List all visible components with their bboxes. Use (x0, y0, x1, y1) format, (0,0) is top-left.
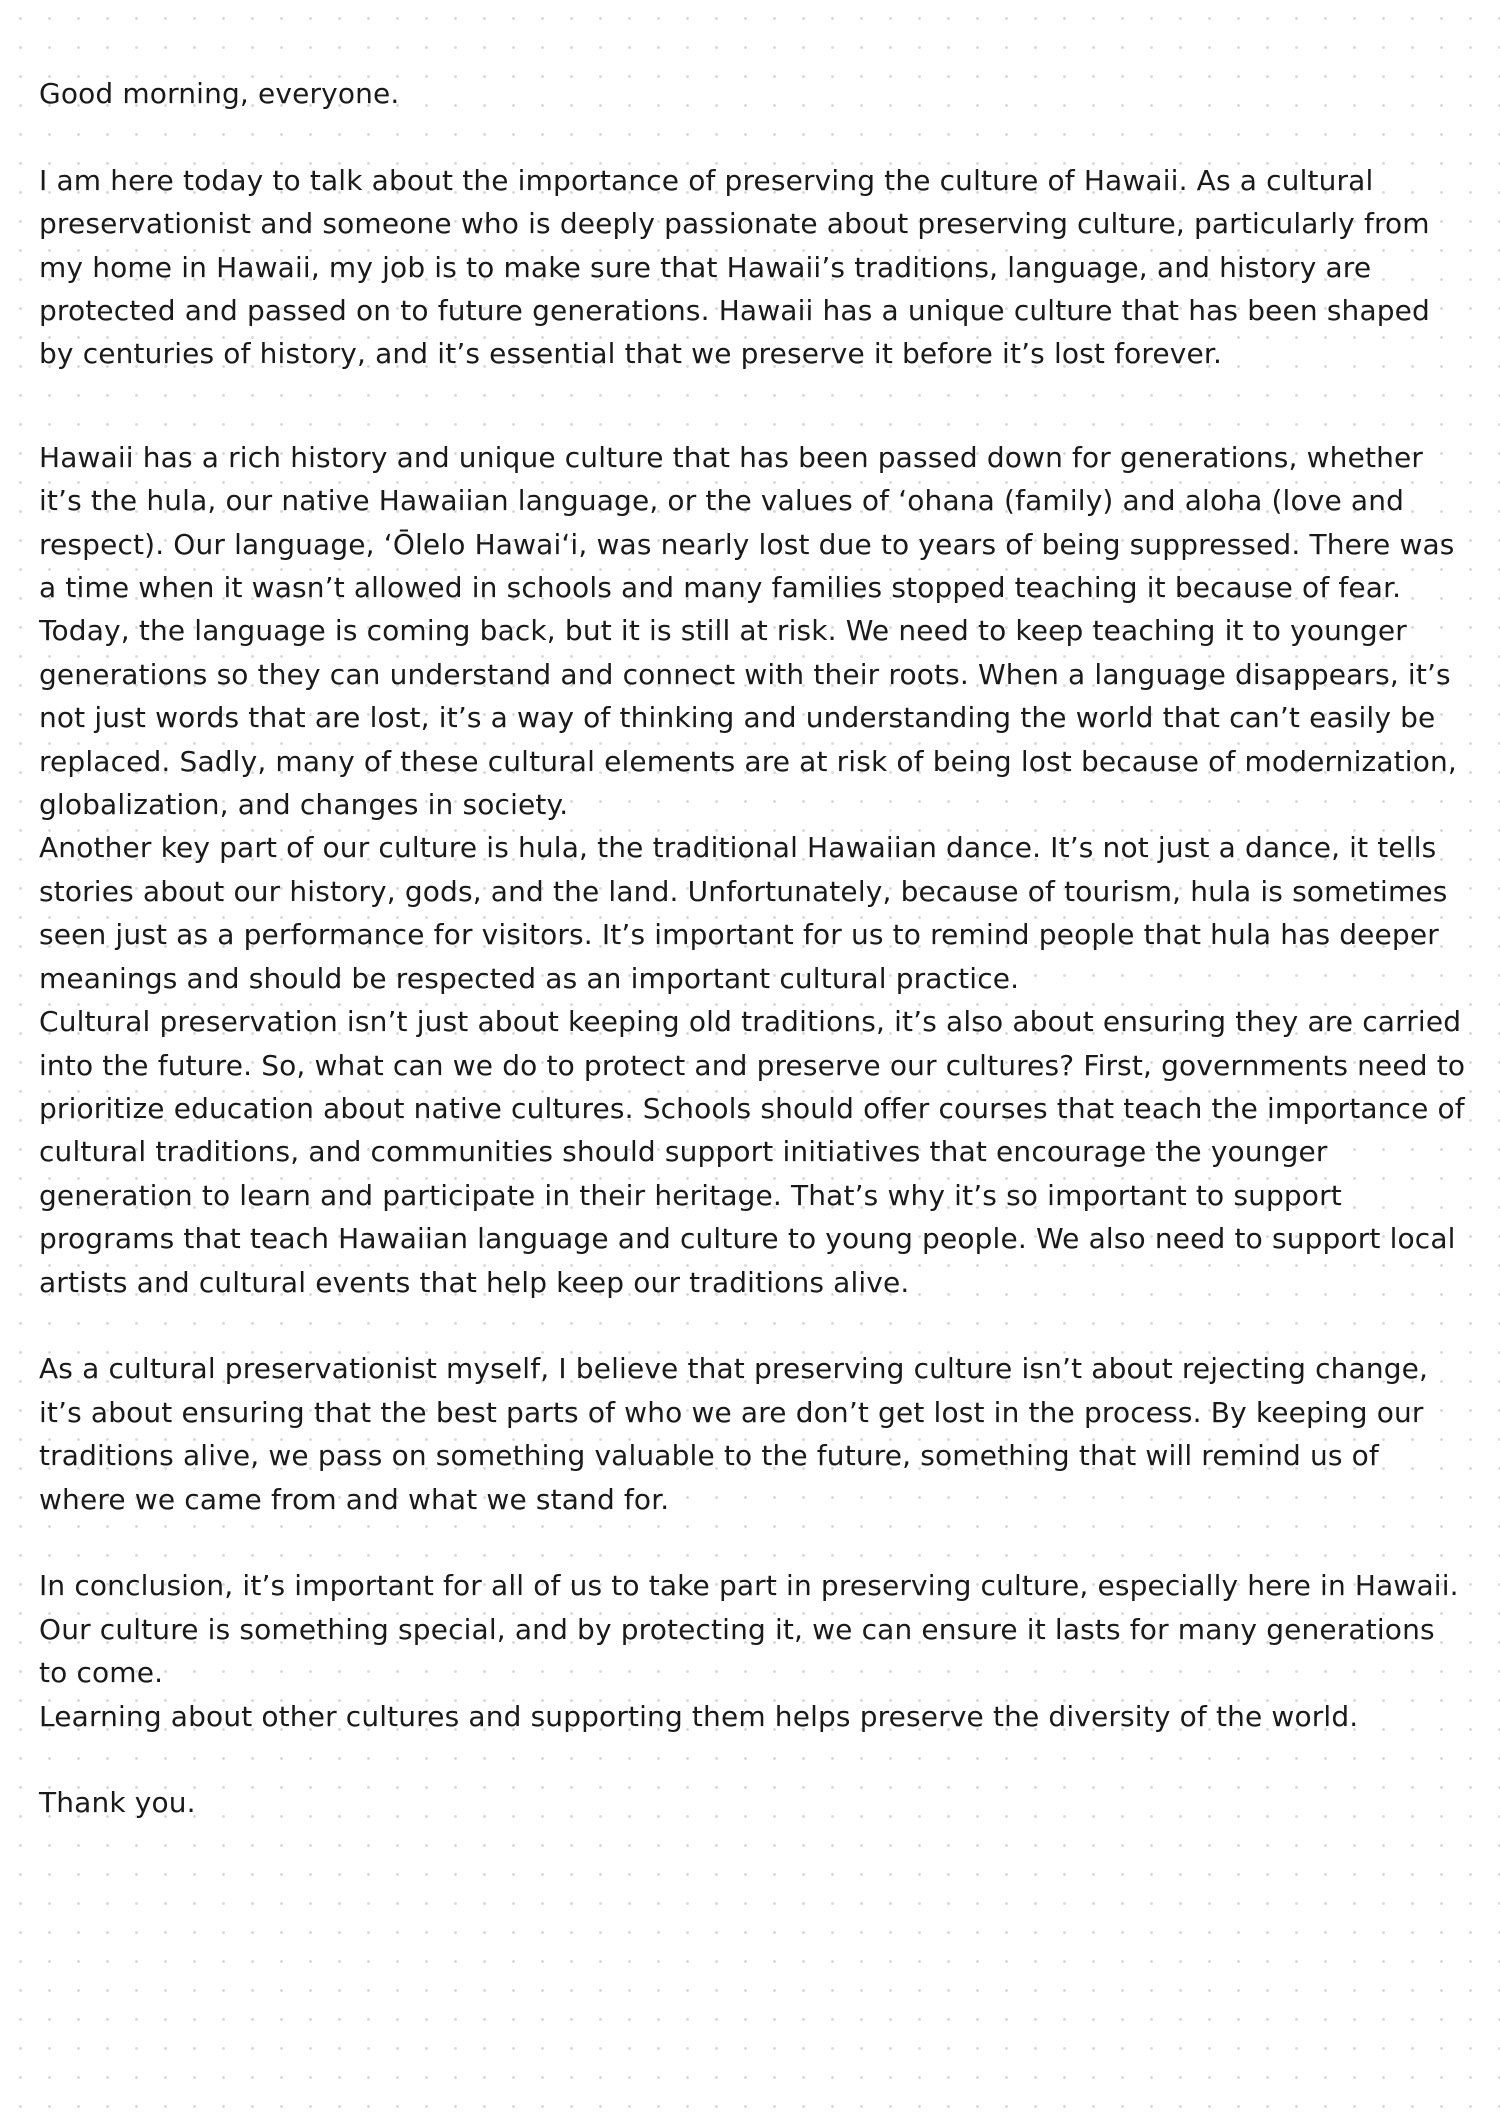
paragraph-spacer (39, 115, 1472, 158)
hula-paragraph: Another key part of our culture is hula, the traditional Hawaiian dance. It’s not just a dance, it tells stories about our history, gods, and the land. Unfortunately, because of tourism, hula is sometimes seen just as a performance for visitors. It’s important for us to remind people that hula has deeper meanings and should be respected as an important cultural practice. (39, 831, 1448, 995)
paragraph-spacer (39, 376, 1472, 436)
closing-paragraph: Thank you. (39, 1786, 196, 1820)
history-paragraph: Hawaii has a rich history and unique culture that has been passed down for generations, whether it’s the hula, our native Hawaiian language, or the values of ʻohana (family) and aloha (love and respect). Our language, ʻŌlelo Hawaiʻi, was nearly lost due to years of being suppressed. There was a time when it wasn’t allowed in schools and many families stopped teaching it because of fear. Today, the language is coming back, but it is still at risk. We need to keep teaching it to younger generations so they can understand and connect with their roots. When a language disappears, it’s not just words that are lost, it’s a way of thinking and understanding the world that can’t easily be replaced. Sadly, many of these cultural elements are at risk of being lost because of modernization, globalization, and changes in society. (39, 440, 1457, 822)
paragraph-spacer (39, 1738, 1472, 1781)
intro-paragraph: I am here today to talk about the importance of preserving the culture of Hawaii. As a cultural preservationist and someone who is deeply passionate about preserving culture, particularly from my home in Hawaii, my job is to make sure that Hawaii’s traditions, language, and history are protected and passed on to future generations. Hawaii has a unique culture that has been shaped by centuries of history, and it’s essential that we preserve it before it’s lost forever. (39, 163, 1430, 371)
preservation-paragraph: Cultural preservation isn’t just about keeping old traditions, it’s also about ensuring they are carried into the future. So, what can we do to protect and preserve our cultures? First, governments need to prioritize education about native cultures. Schools should offer courses that teach the importance of cultural traditions, and communities should support initiatives that encourage the younger generation to learn and participate in their heritage. That’s why it’s so important to support programs that teach Hawaiian language and culture to young people. We also need to support local artists and cultural events that help keep our traditions alive. (39, 1005, 1466, 1299)
belief-paragraph: As a cultural preservationist myself, I believe that preserving culture isn’t about rejecting change, it’s about ensuring that the best parts of who we are don’t get lost in the process. By keeping our traditions alive, we pass on something valuable to the future, something that will remind us of where we came from and what we stand for. (39, 1352, 1429, 1516)
paragraph-spacer (39, 1521, 1472, 1564)
conclusion-paragraph: In conclusion, it’s important for all of us to take part in preserving culture, especially here in Hawaii. Our culture is something special, and by protecting it, we can ensure it lasts for many generations to come. (39, 1569, 1459, 1690)
diversity-paragraph: Learning about other cultures and supporting them helps preserve the diversity of the world. (39, 1699, 1359, 1733)
paragraph-spacer (39, 1304, 1472, 1347)
greeting-paragraph: Good morning, everyone. (39, 77, 400, 110)
